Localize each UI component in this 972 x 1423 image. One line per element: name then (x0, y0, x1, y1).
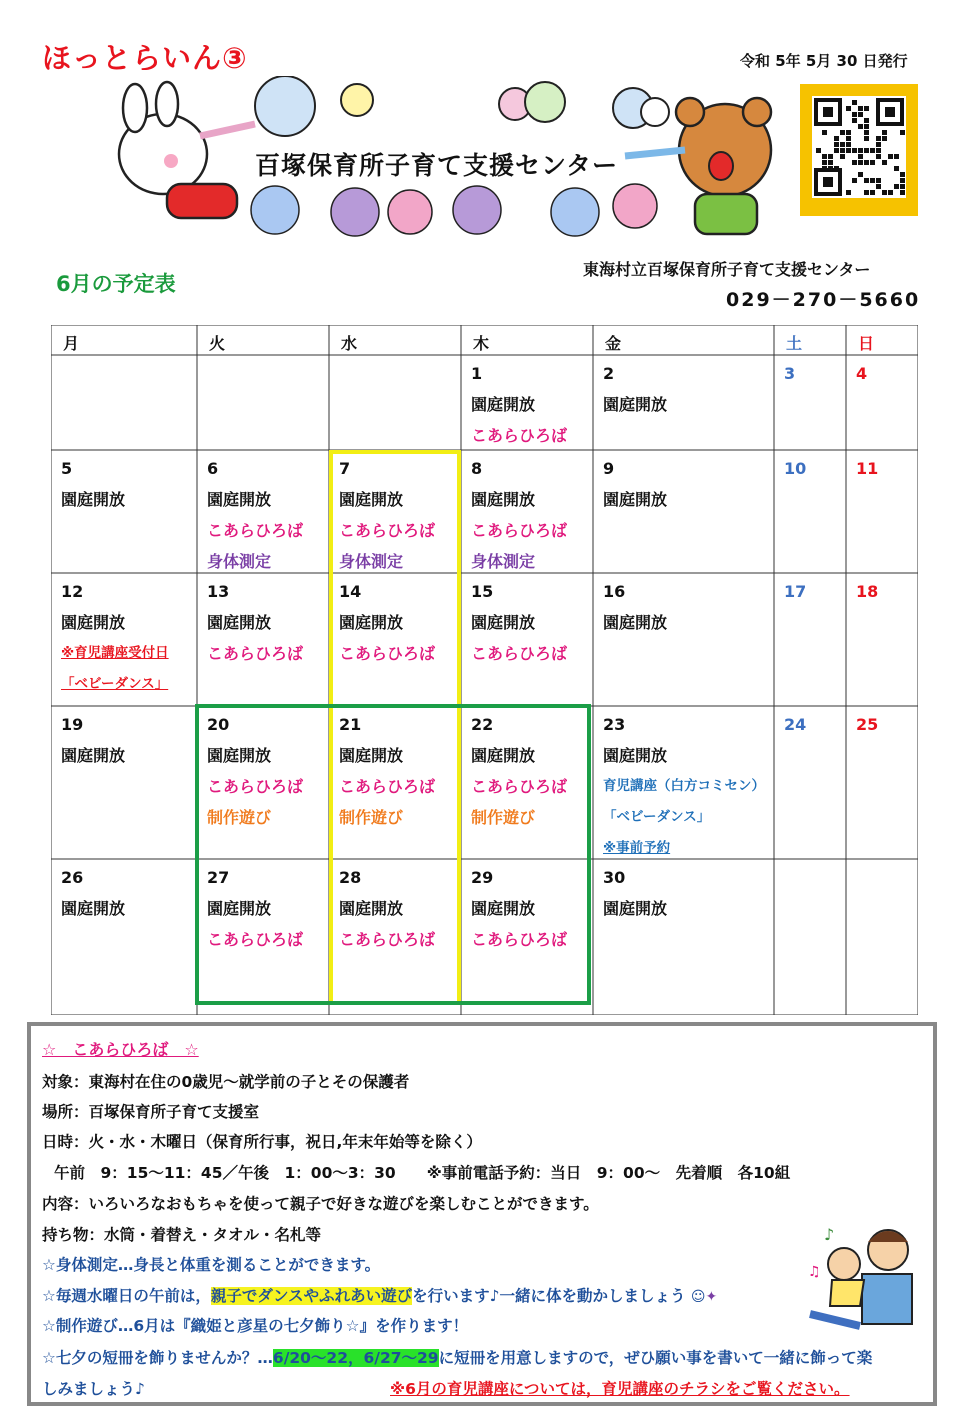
calendar-event: ※事前予約 (603, 840, 671, 856)
banner-title: 百塚保育所子育て支援センター (255, 151, 619, 180)
parent-child-illustration (800, 1214, 920, 1338)
calendar-event: 「ベビーダンス」 (61, 676, 169, 692)
calendar-day-cell (339, 862, 435, 955)
calendar-day-cell (471, 709, 567, 833)
calendar-day-cell (784, 453, 806, 484)
calendar-day-cell (856, 576, 878, 607)
day-number: 22 (471, 715, 494, 734)
notes-craft: ☆制作遊び…6月は『織姫と彦星の七夕飾り☆』を作ります！ (42, 1317, 469, 1335)
day-number: 27 (207, 868, 230, 887)
weekday-header: 水 (341, 334, 358, 353)
calendar-day-cell (784, 709, 806, 740)
calendar-event: こあらひろば (471, 777, 568, 796)
calendar-event: こあらひろば (471, 644, 568, 663)
calendar-day-cell (603, 358, 667, 420)
calendar-event: こあらひろば (207, 930, 304, 949)
day-number: 30 (603, 868, 626, 887)
calendar-event: 園庭開放 (603, 613, 668, 632)
day-number: 20 (207, 715, 230, 734)
calendar-day-cell (603, 453, 667, 515)
calendar-day-cell (856, 453, 878, 484)
calendar-day-cell (603, 576, 667, 638)
calendar-event: 園庭開放 (471, 613, 536, 632)
calendar-day-cell (471, 453, 567, 577)
day-number: 7 (339, 459, 351, 478)
issue-date: 令和 5年 5月 30 日発行 (740, 52, 908, 70)
day-number: 11 (856, 459, 879, 478)
calendar-event: 園庭開放 (207, 746, 272, 765)
notes-place: 場所：百塚保育所子育て支援室 (42, 1103, 260, 1121)
day-number: 14 (339, 582, 362, 601)
notes-content: 内容：いろいろなおもちゃを使って親子で好きな遊びを楽しむことができます。 (42, 1195, 599, 1213)
calendar-event: 園庭開放 (61, 490, 126, 509)
calendar-event: こあらひろば (339, 777, 436, 796)
calendar-event: 園庭開放 (339, 899, 404, 918)
day-number: 21 (339, 715, 362, 734)
calendar-event: 園庭開放 (61, 746, 126, 765)
calendar-event: 園庭開放 (471, 490, 536, 509)
calendar-day-cell (603, 862, 667, 924)
calendar-day-cell (339, 709, 435, 833)
calendar-day-cell (207, 862, 303, 955)
notes-heading: ☆ こあらひろば ☆ (42, 1040, 199, 1059)
calendar-event: 園庭開放 (603, 899, 668, 918)
calendar-event: 身体測定 (339, 552, 404, 571)
calendar-day-cell (856, 358, 867, 389)
calendar-event: こあらひろば (339, 930, 436, 949)
calendar-event: 園庭開放 (207, 613, 272, 632)
calendar (51, 325, 918, 1015)
calendar-event: 園庭開放 (603, 746, 668, 765)
day-number: 13 (207, 582, 230, 601)
calendar-event: 園庭開放 (471, 746, 536, 765)
weekday-header: 金 (605, 334, 622, 353)
notes-dance-suffix: を行います♪一緒に体を動かしましょう (412, 1287, 686, 1305)
sparkle-icon: ✦ (705, 1289, 718, 1305)
calendar-day-cell (784, 358, 795, 389)
day-number: 26 (61, 868, 84, 887)
calendar-event: こあらひろば (207, 777, 304, 796)
center-phone: 029－270－5660 (726, 289, 921, 311)
day-number: 15 (471, 582, 494, 601)
calendar-day-cell (784, 576, 806, 607)
calendar-day-cell (61, 576, 169, 700)
weekday-header: 月 (63, 334, 80, 353)
notes-schedule: 日時：火・水・木曜日（保育所行事，祝日,年末年始等を除く） (42, 1133, 482, 1151)
notes-dance (42, 1284, 717, 1306)
calendar-day-cell (207, 709, 303, 833)
calendar-day-cell (471, 576, 567, 669)
calendar-day-cell (207, 576, 303, 669)
notes-items: 持ち物：水筒・着替え・タオル・名札等 (42, 1226, 322, 1244)
calendar-event: 園庭開放 (471, 395, 536, 414)
svg-text:♫: ♫ (808, 1264, 821, 1280)
calendar-event: 園庭開放 (207, 490, 272, 509)
day-number: 16 (603, 582, 626, 601)
day-number: 12 (61, 582, 84, 601)
day-number: 18 (856, 582, 879, 601)
weekday-header: 木 (473, 334, 490, 353)
notes-tanabata-dates: 6/20～22，6/27～29 (272, 1349, 439, 1367)
calendar-event: こあらひろば (471, 930, 568, 949)
calendar-event: 身体測定 (471, 552, 536, 571)
calendar-event: こあらひろば (339, 521, 436, 540)
schedule-heading: 6月の予定表 (56, 272, 176, 296)
day-number: 19 (61, 715, 84, 734)
calendar-event: 「ベビーダンス」 (603, 809, 711, 825)
calendar-day-cell (339, 453, 435, 577)
calendar-event: こあらひろば (471, 521, 568, 540)
calendar-event: 園庭開放 (603, 395, 668, 414)
day-number: 1 (471, 364, 483, 383)
calendar-event: 園庭開放 (61, 613, 126, 632)
bubbles-illustration (341, 82, 669, 128)
calendar-event: 制作遊び (339, 808, 404, 827)
day-number: 29 (471, 868, 494, 887)
notes-tanabata-prefix: ☆七夕の短冊を飾りませんか？… (42, 1349, 273, 1367)
day-number: 5 (61, 459, 73, 478)
day-number: 8 (471, 459, 483, 478)
day-number: 4 (856, 364, 868, 383)
newsletter-title: ほっとらいん③ (42, 41, 248, 75)
notes-dance-prefix: ☆毎週水曜日の午前は， (42, 1287, 211, 1305)
notes-tanabata (42, 1346, 872, 1368)
day-number: 3 (784, 364, 796, 383)
calendar-day-cell (603, 709, 765, 864)
calendar-day-cell (61, 862, 125, 924)
calendar-event: 園庭開放 (603, 490, 668, 509)
hydrangea-illustration (251, 184, 657, 236)
calendar-day-cell (61, 709, 125, 771)
calendar-event: ※育児講座受付日 (61, 645, 169, 661)
calendar-day-cell (61, 453, 125, 515)
calendar-day-cell (471, 862, 567, 955)
day-number: 28 (339, 868, 362, 887)
weekday-header: 日 (858, 334, 875, 353)
calendar-event: こあらひろば (207, 644, 304, 663)
weekday-header: 土 (786, 334, 803, 353)
day-number: 10 (784, 459, 807, 478)
center-name: 東海村立百塚保育所子育て支援センター (583, 260, 871, 279)
calendar-event: 園庭開放 (339, 613, 404, 632)
calendar-event: 園庭開放 (207, 899, 272, 918)
notes-times: 午前 9：15～11：45／午後 1：00～3：30 ※事前電話予約：当日 9：00～ 先着順 各10組 (54, 1164, 791, 1182)
notes-target: 対象：東海村在住の0歳児～就学前の子とその保護者 (42, 1073, 410, 1091)
notes-tanabata-suffix: に短冊を用意しますので，ぜひ願い事を書いて一緒に飾って楽 (438, 1349, 873, 1367)
calendar-event: 育児講座（白方コミセン） (603, 778, 765, 794)
calendar-event: 園庭開放 (61, 899, 126, 918)
day-number: 2 (603, 364, 615, 383)
calendar-event: 身体測定 (207, 552, 272, 571)
notes-course-notice: ※6月の育児講座については，育児講座のチラシをご覧ください。 (390, 1380, 850, 1398)
day-number: 23 (603, 715, 626, 734)
notes-dance-highlight: 親子でダンスやふれあい遊び (210, 1287, 413, 1305)
day-number: 17 (784, 582, 807, 601)
day-number: 6 (207, 459, 219, 478)
calendar-event: こあらひろば (207, 521, 304, 540)
notes-tanabata-end: しみましょう♪ (42, 1380, 145, 1398)
calendar-event: 園庭開放 (471, 899, 536, 918)
day-number: 24 (784, 715, 807, 734)
svg-text:♪: ♪ (824, 1225, 835, 1244)
smile-icon: ☺ (690, 1289, 706, 1305)
calendar-event: こあらひろば (471, 426, 568, 445)
qr-code[interactable] (812, 96, 906, 198)
calendar-day-cell (471, 358, 567, 451)
calendar-day-cell (339, 576, 435, 669)
calendar-event: 園庭開放 (339, 490, 404, 509)
notes-measure: ☆身体測定…身長と体重を測ることができます。 (42, 1256, 381, 1274)
calendar-day-cell (207, 453, 303, 577)
day-number: 25 (856, 715, 879, 734)
calendar-day-cell (856, 709, 878, 740)
calendar-event: 制作遊び (207, 808, 272, 827)
calendar-event: こあらひろば (339, 644, 436, 663)
day-number: 9 (603, 459, 615, 478)
calendar-event: 制作遊び (471, 808, 536, 827)
calendar-event: 園庭開放 (339, 746, 404, 765)
weekday-header: 火 (209, 334, 226, 353)
